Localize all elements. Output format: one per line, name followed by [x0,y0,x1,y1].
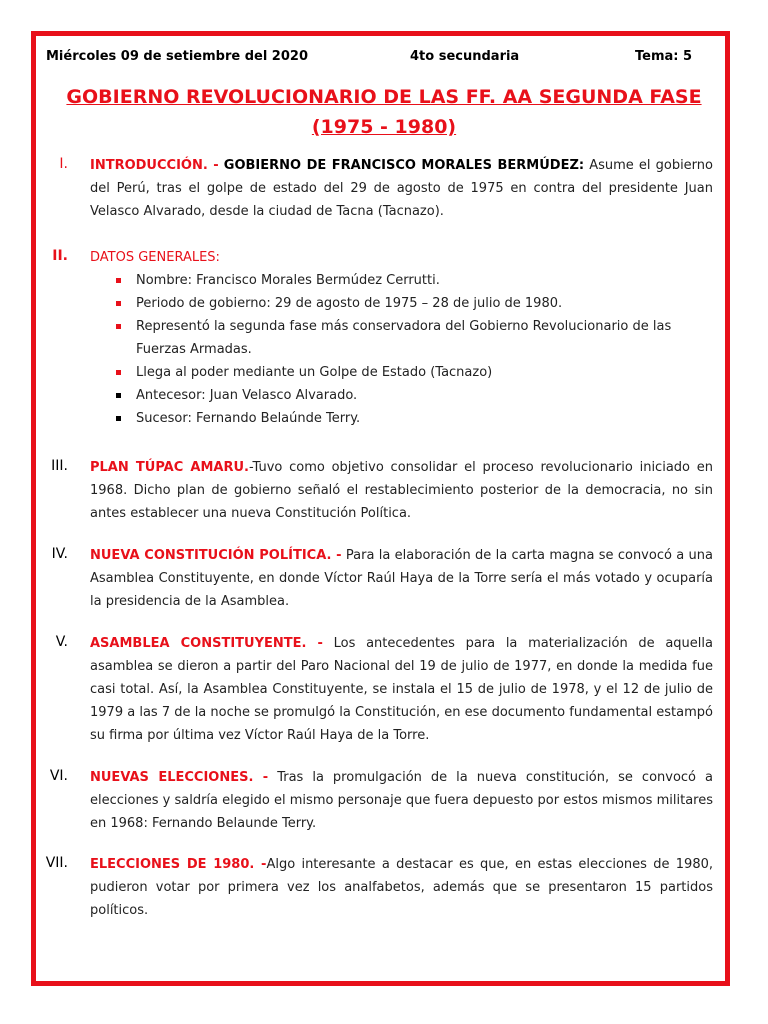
list-item: Nombre: Francisco Morales Bermúdez Cerrutti. [116,269,716,292]
section-1-label: INTRODUCCIÓN. - [90,158,219,173]
section-3-text: -Tuvo como objetivo consolidar el proceso revolucionario iniciado en 1968. Dicho plan de gobierno señaló el restablecimiento posterior de la democracia, no sin antes establecer una nueva Constitución Política. [90,460,713,521]
section-1-body [90,154,713,223]
square-bullet-icon [116,393,121,398]
header-topic: Tema: 5 [635,49,693,64]
section-1-numeral: I. [59,156,68,172]
document-title: GOBIERNO REVOLUCIONARIO DE LAS FF. AA SEGUNDA FASE [66,86,702,108]
header-grade: 4to secundaria [410,49,520,64]
section-3-numeral: III. [51,458,68,474]
section-4-numeral: IV. [51,546,68,562]
section-2-numeral: II. [52,248,68,264]
section-2-heading [90,246,713,269]
section-7-text: Algo interesante a destacar es que, en estas elecciones de 1980, pudieron votar por primera vez los analfabetos, además que se presentaron 15 partidos políticos. [90,857,713,918]
header-date: Miércoles 09 de setiembre del 2020 [46,49,308,64]
datos-generales-list [116,269,716,430]
square-bullet-icon [116,370,121,375]
section-6-body [90,766,713,835]
section-3-label: PLAN TÚPAC AMARU. [90,460,249,475]
section-7-numeral: VII. [45,855,68,871]
list-item: Sucesor: Fernando Belaúnde Terry. [116,407,716,430]
square-bullet-icon [116,278,121,283]
square-bullet-icon [116,416,121,421]
section-5-text: Los antecedentes para la materialización de aquella asamblea se dieron a partir del Paro Nacional del 19 de julio de 1977, en donde la medida fue casi total. Así, la Asamblea Constituyente, se instala el 15 de julio de 1978, y el 12 de julio de 1979 a las 7 de la noche se promulgó la Constitución, en ese documento fundamental estampó su firma por última vez Víctor Raúl Haya de la Torre. [90,636,713,743]
square-bullet-icon [116,324,121,329]
section-2-label: DATOS GENERALES: [90,250,220,265]
section-5-numeral: V. [55,634,68,650]
section-7-body [90,853,713,922]
section-6-label: NUEVAS ELECCIONES. - [90,770,269,785]
section-4-text: Para la elaboración de la carta magna se convocó a una Asamblea Constituyente, en donde Víctor Raúl Haya de la Torre sería el más votado y ocuparía la presidencia de la Asamblea. [90,548,713,609]
list-item: Llega al poder mediante un Golpe de Estado (Tacnazo) [116,361,716,384]
section-6-numeral: VI. [49,768,68,784]
document-title-years: (1975 - 1980) [311,116,457,138]
section-3-body [90,456,713,525]
section-1-sublabel: GOBIERNO DE FRANCISCO MORALES BERMÚDEZ: [223,158,585,173]
section-6-text: Tras la promulgación de la nueva constitución, se convocó a elecciones y saldría elegido el mismo personaje que fuera depuesto por estos mismos militares en 1968: Fernando Belaunde Terry. [90,770,713,831]
square-bullet-icon [116,301,121,306]
section-5-body [90,632,713,747]
document-header [46,49,722,69]
section-1-text: Asume el gobierno del Perú, tras el golpe de estado del 29 de agosto de 1975 en contra del presidente Juan Velasco Alvarado, desde la ciudad de Tacna (Tacnazo). [90,158,713,219]
section-4-body [90,544,713,613]
list-item: Periodo de gobierno: 29 de agosto de 1975 – 28 de julio de 1980. [116,292,716,315]
section-4-label: NUEVA CONSTITUCIÓN POLÍTICA. - [90,548,342,563]
list-item: Antecesor: Juan Velasco Alvarado. [116,384,716,407]
section-7-label: ELECCIONES DE 1980. - [90,857,267,872]
list-item: Representó la segunda fase más conservadora del Gobierno Revolucionario de las Fuerzas Armadas. [116,315,716,361]
section-5-label: ASAMBLEA CONSTITUYENTE. - [90,636,323,651]
